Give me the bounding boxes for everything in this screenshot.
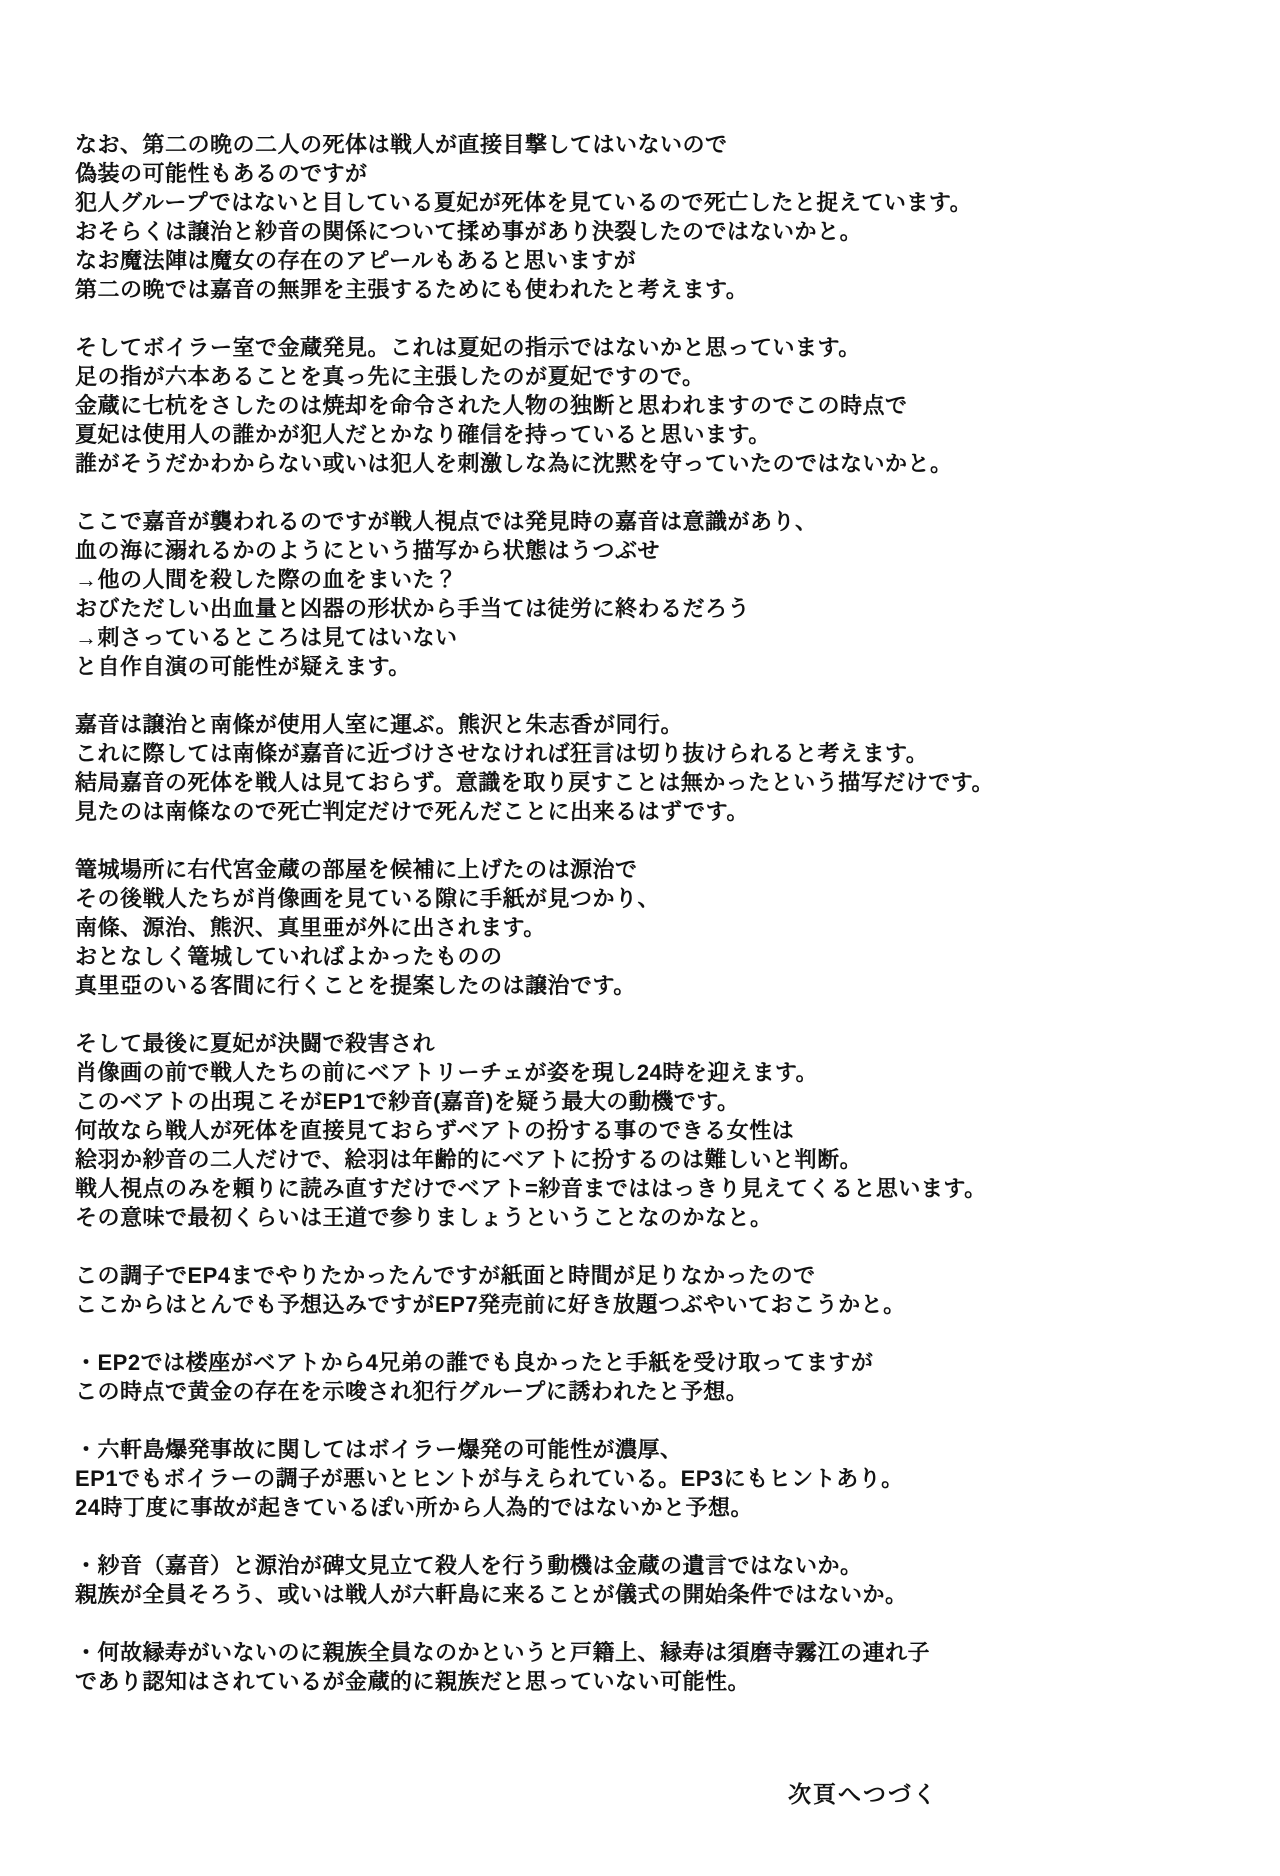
text-line: 偽装の可能性もあるのですが	[75, 161, 368, 186]
paragraph	[75, 1638, 1232, 1696]
text-line: →刺さっているところは見てはいない	[75, 625, 458, 650]
text-line: ・何故縁寿がいないのに親族全員なのかというと戸籍上、縁寿は須磨寺霧江の連れ子	[75, 1640, 931, 1665]
text-line: 何故なら戦人が死体を直接見ておらずベアトの扮する事のできる女性は	[75, 1118, 795, 1143]
text-line: 第二の晩では嘉音の無罪を主張するためにも使われたと考えます。	[75, 277, 749, 302]
text-line: EP1でもボイラーの調子が悪いとヒントが与えられている。EP3にもヒントあり。	[75, 1466, 904, 1491]
text-line: 嘉音は譲治と南條が使用人室に運ぶ。熊沢と朱志香が同行。	[75, 712, 683, 737]
text-line: 戦人視点のみを頼りに読み直すだけでベアト=紗音までははっきり見えてくると思います。	[75, 1176, 987, 1201]
text-line: ・紗音（嘉音）と源治が碑文見立て殺人を行う動機は金蔵の遺言ではないか。	[75, 1553, 863, 1578]
text-line: 結局嘉音の死体を戦人は見ておらず。意識を取り戻すことは無かったという描写だけです。	[75, 770, 994, 795]
paragraph	[75, 333, 1232, 478]
text-line: その後戦人たちが肖像画を見ている隙に手紙が見つかり、	[75, 886, 661, 911]
text-line: 肖像画の前で戦人たちの前にベアトリーチェが姿を現し24時を迎えます。	[75, 1060, 819, 1085]
paragraph	[75, 855, 1232, 1000]
text-line: 金蔵に七杭をさしたのは焼却を命令された人物の独断と思われますのでこの時点で	[75, 393, 908, 418]
text-line: ・六軒島爆発事故に関してはボイラー爆発の可能性が濃厚、	[75, 1437, 683, 1462]
text-line: なお魔法陣は魔女の存在のアピールもあると思いますが	[75, 248, 637, 273]
text-line: 親族が全員そろう、或いは戦人が六軒島に来ることが儀式の開始条件ではないか。	[75, 1582, 908, 1607]
text-line: その意味で最初くらいは王道で参りましょうということなのかなと。	[75, 1205, 773, 1230]
paragraph	[75, 1435, 1232, 1522]
paragraph	[75, 1029, 1232, 1232]
text-line: 真里亞のいる客間に行くことを提案したのは譲治です。	[75, 973, 636, 998]
text-line: 夏妃は使用人の誰かが犯人だとかなり確信を持っていると思います。	[75, 422, 771, 447]
paragraph	[75, 507, 1232, 681]
text-line: 篭城場所に右代宮金蔵の部屋を候補に上げたのは源治で	[75, 857, 638, 882]
paragraph	[75, 1261, 1232, 1319]
text-line: なお、第二の晩の二人の死体は戦人が直接目撃してはいないので	[75, 132, 728, 157]
text-line: そして最後に夏妃が決闘で殺害され	[75, 1031, 436, 1056]
paragraph	[75, 1348, 1232, 1406]
text-line: と自作自演の可能性が疑えます。	[75, 654, 411, 679]
text-line: ・EP2では楼座がベアトから4兄弟の誰でも良かったと手紙を受け取ってますが	[75, 1350, 874, 1375]
document-content	[75, 130, 1232, 1696]
text-line: 誰がそうだかわからない或いは犯人を刺激しな為に沈黙を守っていたのではないかと。	[75, 451, 953, 476]
text-line: おとなしく篭城していればよかったものの	[75, 944, 503, 969]
paragraph	[75, 1551, 1232, 1609]
text-line: であり認知はされているが金蔵的に親族だと思っていない可能性。	[75, 1669, 751, 1694]
text-line: 24時丁度に事故が起きているぽい所から人為的ではないかと予想。	[75, 1495, 753, 1520]
text-line: おびただしい出血量と凶器の形状から手当ては徒労に終わるだろう	[75, 596, 751, 621]
text-line: →他の人間を殺した際の血をまいた？	[75, 567, 458, 592]
text-line: この時点で黄金の存在を示唆され犯行グループに誘われたと予想。	[75, 1379, 749, 1404]
text-line: ここからはとんでも予想込みですがEP7発売前に好き放題つぶやいておこうかと。	[75, 1292, 906, 1317]
text-line: 血の海に溺れるかのようにという描写から状態はうつぶせ	[75, 538, 661, 563]
text-line: これに際しては南條が嘉音に近づけさせなければ狂言は切り抜けられると考えます。	[75, 741, 929, 766]
text-line: 足の指が六本あることを真っ先に主張したのが夏妃ですので。	[75, 364, 705, 389]
text-line: ここで嘉音が襲われるのですが戦人視点では発見時の嘉音は意識があり、	[75, 509, 818, 534]
paragraph	[75, 130, 1232, 304]
text-line: 犯人グループではないと目している夏妃が死体を見ているので死亡したと捉えています。	[75, 190, 973, 215]
paragraph	[75, 710, 1232, 826]
text-line: 絵羽か紗音の二人だけで、絵羽は年齢的にベアトに扮するのは難しいと判断。	[75, 1147, 863, 1172]
text-line: このベアトの出現こそがEP1で紗音(嘉音)を疑う最大の動機です。	[75, 1089, 740, 1114]
text-line: 見たのは南條なので死亡判定だけで死んだことに出来るはずです。	[75, 799, 749, 824]
text-line: おそらくは譲治と紗音の関係について揉め事があり決裂したのではないかと。	[75, 219, 863, 244]
footer-continuation-label: 次頁へつづく	[788, 1781, 938, 1807]
text-line: この調子でEP4までやりたかったんですが紙面と時間が足りなかったので	[75, 1263, 816, 1288]
text-line: 南條、源治、熊沢、真里亜が外に出されます。	[75, 915, 546, 940]
text-line: そしてボイラー室で金蔵発見。これは夏妃の指示ではないかと思っています。	[75, 335, 861, 360]
